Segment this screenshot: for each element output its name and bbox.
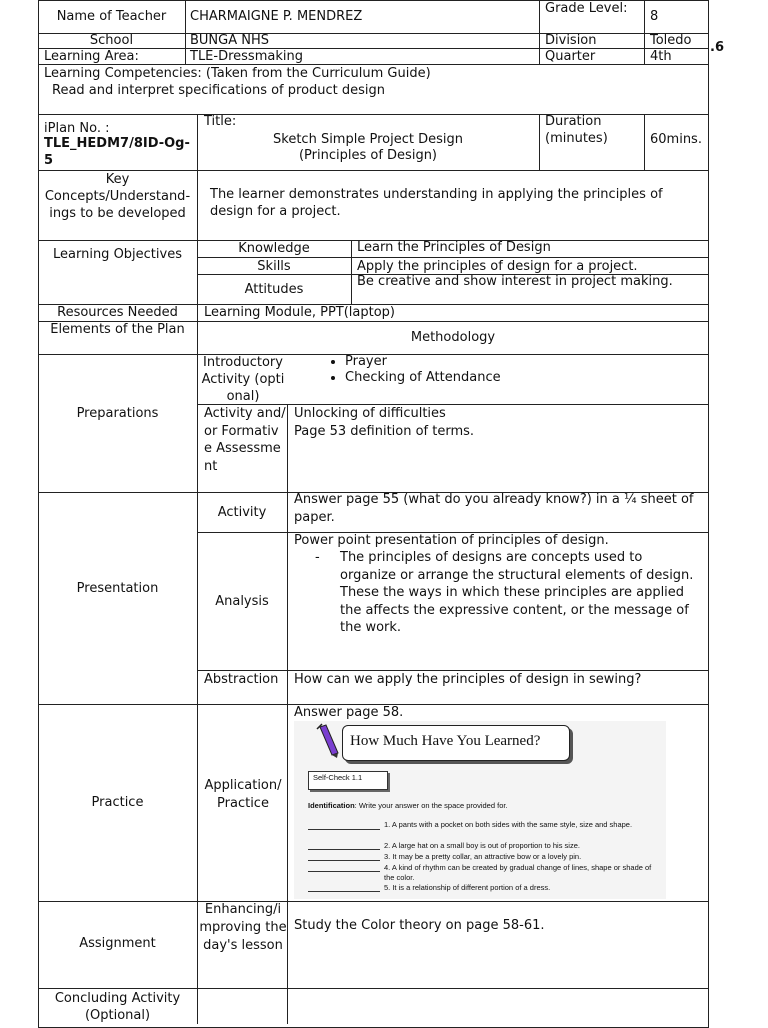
instruction — [308, 800, 508, 811]
presentation-label: Presentation — [76, 581, 159, 596]
application-label: Application/ Practice — [204, 778, 282, 811]
grade-value: 8 — [650, 9, 659, 24]
banner-title: How Much Have You Learned? — [350, 733, 541, 749]
abstraction-label: Abstraction — [204, 672, 279, 687]
intro-activity-list — [325, 354, 501, 386]
abstraction-text: How can we apply the principles of design in sewing? — [294, 672, 642, 687]
objective-text: Be creative and show interest in project making. — [357, 274, 673, 289]
competencies-text: Read and interpret specifications of product design — [52, 83, 386, 98]
school-value: BUNGA NHS — [190, 33, 270, 48]
teacher-name: CHARMAIGNE P. MENDREZ — [190, 9, 363, 24]
list-item: • Checking of Attendance — [345, 370, 501, 386]
instruction-bold: Identification — [308, 801, 355, 810]
iplan-code: TLE_HEDM7/8ID-Og-5 — [44, 136, 190, 168]
formative-label: Activity and/ or Formative Assessment — [204, 406, 286, 474]
grade-label: Grade Level: — [545, 1, 628, 16]
school-label: School — [89, 33, 134, 48]
question-item: 4. A kind of rhythm can be created by gradual change of lines, shape or shade of the color. — [384, 863, 652, 882]
quarter-label: Quarter — [545, 49, 596, 64]
division-label: Division — [545, 33, 597, 48]
area-label: Learning Area: — [44, 49, 139, 64]
area-value: TLE-Dressmaking — [190, 49, 303, 64]
resources-label: Resources Needed — [57, 305, 178, 320]
elements-label: Elements of the Plan — [50, 322, 185, 337]
title-line-2: (Principles of Design) — [298, 148, 438, 163]
practice-label: Practice — [91, 795, 144, 810]
objective-domain: Attitudes — [244, 282, 304, 297]
analysis-text: The principles of designs are concepts used to organize or arrange the structural elements of design. These the ways in which these principles are applied the affects the expressive content, or the message of the work. — [340, 550, 694, 635]
teacher-label: Name of Teacher — [56, 9, 167, 24]
division-overflow: .6 — [710, 40, 724, 55]
instruction-rest: : Write your answer on the space provided for. — [354, 801, 508, 810]
activity-label: Activity — [217, 505, 267, 520]
analysis-dash: - — [315, 550, 320, 565]
assignment-label: Assignment — [79, 936, 156, 951]
analysis-intro: Power point presentation of principles of design. — [294, 533, 609, 548]
objective-text: Learn the Principles of Design — [357, 240, 551, 255]
analysis-label: Analysis — [215, 594, 269, 609]
question-item: 2. A large hat on a small boy is out of proportion to his size. — [384, 841, 580, 850]
answer-text: Answer page 58. — [294, 705, 404, 720]
pen-icon — [312, 723, 342, 759]
duration-value: 60mins. — [650, 132, 702, 147]
question-item: 3. It may be a pretty collar, an attractive bow or a lovely pin. — [384, 852, 582, 861]
resources-text: Learning Module, PPT(laptop) — [204, 305, 396, 320]
objectives-label: Learning Objectives — [53, 247, 182, 262]
objective-domain: Skills — [257, 259, 291, 274]
preparations-label: Preparations — [76, 406, 159, 421]
title-line-1: Sketch Simple Project Design — [273, 132, 463, 147]
list-item: • Prayer — [345, 354, 501, 370]
title-label: Title: — [204, 114, 237, 129]
competencies-label: Learning Competencies: (Taken from the Curriculum Guide) — [44, 66, 431, 81]
activity-text: Answer page 55 (what do you already know?) in a ¼ sheet of paper. — [294, 492, 694, 525]
key-concepts-text: The learner demonstrates understanding in applying the principles of design for a project. — [210, 187, 663, 219]
duration-label: Duration (minutes) — [545, 114, 608, 146]
key-concepts-label: Key Concepts/Understand-ings to be developed — [44, 172, 191, 221]
objective-text: Apply the principles of design for a project. — [357, 259, 638, 274]
formative-line-1: Unlocking of difficulties — [294, 406, 446, 421]
question-item: 1. A pants with a pocket on both sides with the same style, size and shape. — [384, 820, 633, 829]
assignment-text: Study the Color theory on page 58-61. — [294, 918, 545, 933]
formative-line-2: Page 53 definition of terms. — [294, 424, 475, 439]
objective-domain: Knowledge — [238, 241, 310, 256]
quarter-value: 4th — [650, 49, 672, 64]
methodology-label: Methodology — [410, 330, 496, 345]
concluding-label: Concluding Activity (Optional) — [54, 991, 181, 1023]
question-item: 5. It is a relationship of different portion of a dress. — [384, 883, 551, 892]
intro-activity-label: Introductory Activity (optional) — [201, 355, 285, 404]
self-check-label: Self-Check 1.1 — [313, 773, 363, 782]
worksheet-image — [294, 721, 666, 899]
iplan-label: iPlan No. : — [44, 121, 110, 136]
division-value: Toledo — [650, 33, 692, 48]
enhancing-label: Enhancing/improving the day's lesson — [199, 902, 287, 953]
